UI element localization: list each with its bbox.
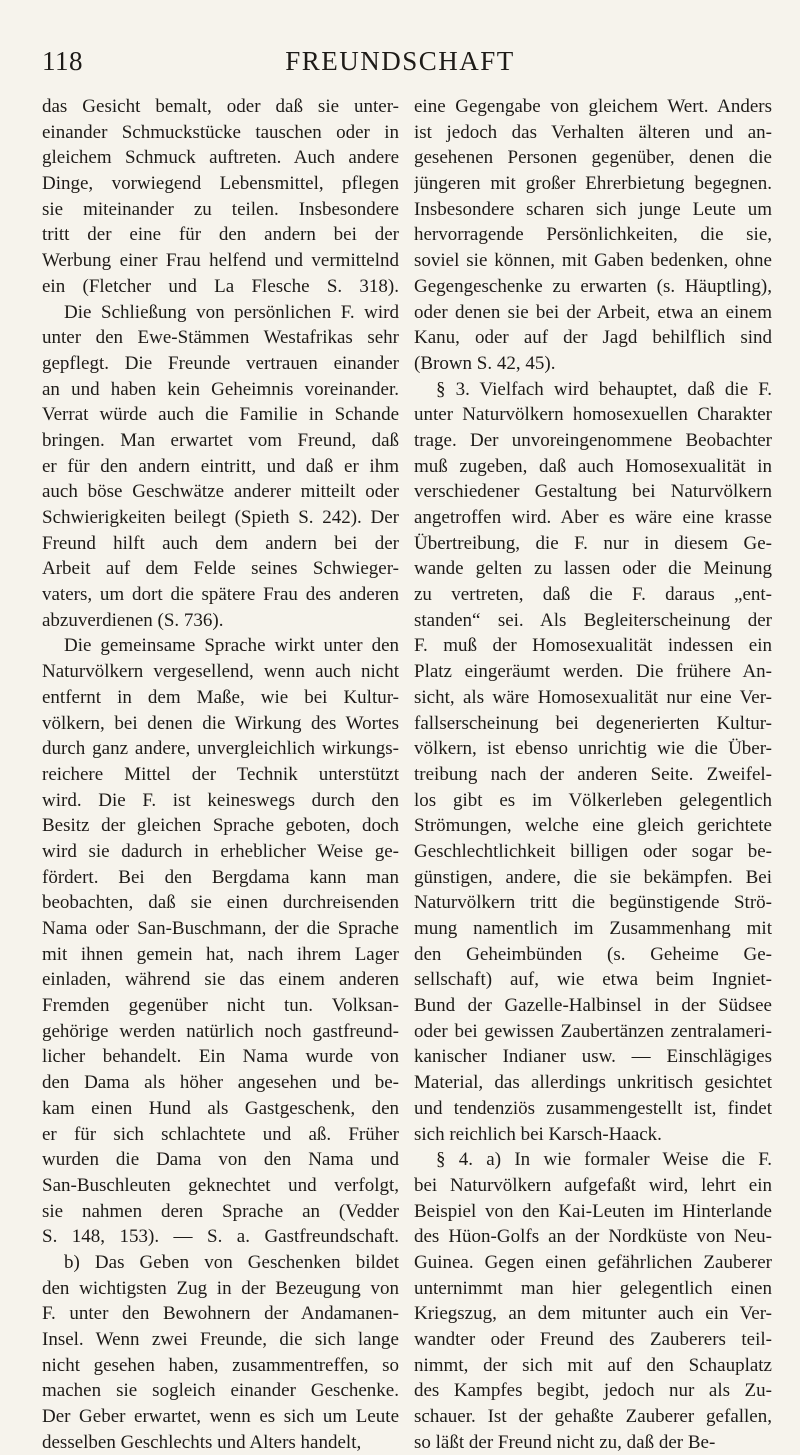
text-line: Dinge, vorwiegend Lebensmittel, pflegen [42, 173, 399, 195]
text-line: tritt der eine für den andern bei der [42, 224, 399, 246]
text-line: er für den andern eintritt, und daß er ihm [42, 455, 399, 477]
text-line: Freund hilft auch dem andern bei der [42, 532, 399, 554]
text-line: b) Das Geben von Geschenken bildet [64, 1251, 399, 1273]
text-line: treibung nach der anderen Seite. Zweifel- [414, 763, 772, 785]
text-line: angetroffen wird. Aber es wäre eine krasse [414, 507, 772, 528]
text-column-left [42, 94, 399, 1455]
text-line: Guinea. Gegen einen gefährlichen Zauberer [414, 1251, 772, 1273]
text-line: sie miteinander zu teilen. Insbesondere [42, 198, 399, 220]
text-line: wird. Die F. ist keineswegs durch den [42, 789, 399, 811]
text-line: Bund der Gazelle-Halbinsel in der Südsee [414, 995, 772, 1017]
text-line: ist jedoch das Verhalten älteren und an- [414, 121, 772, 143]
text-line: Die Schließung von persönlichen F. wird [64, 301, 399, 323]
text-line: § 3. Vielfach wird behauptet, daß die F. [436, 378, 772, 400]
text-line: an und haben kein Geheimnis voreinander. [42, 378, 399, 400]
text-line: Strömungen, welche eine gleich gerichtete [414, 815, 772, 837]
text-line: unter Naturvölkern homosexuellen Charakter [414, 404, 772, 426]
text-line: sie nahmen deren Sprache an (Vedder [42, 1200, 399, 1222]
text-line: standen“ sei. Als Begleiterscheinung der [414, 609, 772, 631]
text-line: Insel. Wenn zwei Freunde, die sich lange [42, 1329, 399, 1350]
text-line: reichere Mittel der Technik unterstützt [42, 763, 399, 785]
text-line: Geschlechtlichkeit billigen oder sogar be- [414, 840, 772, 862]
text-line: F. unter den Bewohnern der Andamanen- [42, 1303, 399, 1325]
page-number: 118 [42, 46, 83, 76]
text-line: desselben Geschlechts und Alters handelt, [42, 1431, 362, 1453]
text-line: zu vertreten, daß die F. daraus „ent- [414, 584, 772, 606]
text-line: Fremden gegenüber nicht tun. Volksan- [42, 995, 399, 1017]
text-line: Insbesondere scharen sich junge Leute um [414, 198, 772, 220]
text-line: Naturvölkern tritt die begünstigende Strö- [414, 892, 772, 914]
running-title: FREUNDSCHAFT [285, 46, 515, 76]
text-line: wurden die Dama von den Nama und [42, 1149, 399, 1171]
text-line: Beispiel von den Kai-Leuten im Hinterlande [414, 1200, 772, 1222]
text-line: machen sie sogleich einander Geschenke. [42, 1380, 399, 1402]
text-line: S. 148, 153). — S. a. Gastfreundschaft. [42, 1226, 399, 1248]
text-line: des Kampfes begibt, jedoch nur als Zu- [414, 1380, 772, 1402]
text-line: Arbeit auf dem Felde seines Schwieger- [42, 558, 399, 580]
text-line: beobachten, daß sie einen durchreisenden [42, 892, 399, 914]
text-line: und tendenziös zusammengestellt ist, findet [414, 1097, 772, 1119]
text-line: den Dama als höher angesehen und be- [42, 1072, 399, 1094]
text-line: Übertreibung, die F. nur in diesem Ge- [414, 532, 772, 554]
text-line: einander Schmuckstücke tauschen oder in [42, 121, 399, 143]
text-line: Schwierigkeiten beilegt (Spieth S. 242). Der [42, 507, 399, 528]
text-line: Nama oder San-Buschmann, der die Sprache [42, 918, 399, 939]
page-header [0, 46, 800, 86]
text-line: den wichtigsten Zug in der Bezeugung von [42, 1277, 399, 1299]
text-line: Der Geber erwartet, wenn es sich um Leute [42, 1406, 399, 1428]
text-line: gleichem Schmuck auftreten. Auch andere [42, 147, 399, 169]
text-line: unternimmt man hier gelegentlich einen [414, 1277, 772, 1299]
text-line: wird sie dadurch in erheblicher Weise ge- [42, 840, 399, 862]
text-line: auch böse Geschwätze anderer mitteilt oder [42, 481, 399, 503]
text-column-right [414, 94, 772, 1455]
text-line: bringen. Man erwartet vom Freund, daß [42, 429, 399, 451]
text-line: sicht, als wäre Homosexualität nur eine Ver- [414, 686, 772, 708]
text-line: F. muß der Homosexualität indessen ein [414, 635, 772, 657]
text-line: Besitz der gleichen Sprache geboten, doch [42, 815, 399, 837]
text-line: Die gemeinsame Sprache wirkt unter den [64, 635, 399, 657]
text-line: völkern, ist ebenso unrichtig wie die Über- [414, 738, 772, 760]
text-line: vaters, um dort die spätere Frau des anderen [42, 584, 399, 606]
text-line: Kriegszug, an dem mitunter auch ein Ver- [414, 1303, 772, 1325]
text-line: ein (Fletcher und La Flesche S. 318). [42, 275, 399, 297]
text-line: gehörige werden natürlich noch gastfreund- [42, 1020, 399, 1042]
text-line: nimmt, der sich mit auf den Schauplatz [414, 1354, 772, 1376]
text-line: unter den Ewe-Stämmen Westafrikas sehr [42, 327, 399, 349]
text-line: er für sich schlachtete und aß. Früher [42, 1123, 399, 1145]
text-line: Gegengeschenke zu erwarten (s. Häuptling), [414, 275, 772, 297]
text-line: Kanu, oder auf der Jagd behilflich sind [414, 327, 772, 349]
text-line: fallserscheinung bei degenerierten Kultur- [414, 712, 772, 734]
text-line: abzuverdienen (S. 736). [42, 609, 224, 631]
text-line: muß zugeben, daß auch Homosexualität in [414, 455, 772, 477]
text-line: eine Gegengabe von gleichem Wert. Anders [414, 96, 772, 117]
text-line: trage. Der unvoreingenommene Beobachter [414, 429, 772, 451]
text-line: oder bei gewissen Zaubertänzen zentralameri- [414, 1020, 772, 1042]
text-line: hervorragende Persönlichkeiten, die sie, [414, 224, 772, 246]
text-line: kam einen Hund als Gastgeschenk, den [42, 1097, 399, 1119]
text-line: wande gelten zu lassen oder die Meinung [414, 558, 772, 580]
text-line: gesehenen Personen gegenüber, denen die [414, 147, 772, 169]
text-line: Platz eingeräumt werden. Die frühere An- [414, 661, 772, 683]
text-line: oder denen sie bei der Arbeit, etwa an einem [414, 301, 772, 323]
text-line: Naturvölkern vergesellend, wenn auch nicht [42, 661, 399, 683]
text-line: durch ganz andere, unvergleichlich wirkungs- [42, 738, 399, 760]
text-line: verschiedener Gestaltung bei Naturvölkern [414, 481, 772, 503]
text-line: soviel sie können, mit Gaben bedenken, ohne [414, 250, 772, 272]
text-line: mung namentlich im Zusammenhang mit [414, 918, 772, 939]
text-line: schauer. Ist der gehaßte Zauberer gefallen, [414, 1406, 772, 1428]
text-line: einladen, während sie das einem anderen [42, 969, 399, 991]
text-line: sich reichlich bei Karsch-Haack. [414, 1123, 662, 1145]
text-line: den Geheimbünden (s. Geheime Ge- [414, 943, 772, 965]
text-line: Werbung einer Frau helfend und vermittelnd [42, 250, 399, 272]
text-line: günstigen, andere, die sie bekämpfen. Bei [414, 866, 772, 888]
text-line: sellschaft) auf, wie etwa beim Ingniet- [414, 969, 772, 991]
text-line: los gibt es im Völkerleben gelegentlich [414, 789, 772, 811]
text-line: wandter oder Freund des Zauberers teil- [414, 1329, 772, 1350]
text-line: völkern, bei denen die Wirkung des Wortes [42, 712, 399, 734]
text-line: entfernt in dem Maße, wie bei Kultur- [42, 686, 399, 708]
text-line: nicht gesehen haben, zusammentreffen, so [42, 1354, 399, 1376]
text-line: § 4. a) In wie formaler Weise die F. [436, 1149, 772, 1171]
text-line: jüngeren mit großer Ehrerbietung begegnen. [414, 173, 772, 195]
text-line: (Brown S. 42, 45). [414, 352, 556, 374]
text-line: Material, das allerdings unkritisch gesichtet [414, 1072, 772, 1094]
text-line: gepflegt. Die Freunde vertrauen einander [42, 352, 399, 374]
text-line: bei Naturvölkern aufgefaßt wird, lehrt ein [414, 1174, 772, 1196]
text-line: so läßt der Freund nicht zu, daß der Be- [414, 1431, 716, 1453]
text-line: San-Buschleuten geknechtet und verfolgt, [42, 1174, 399, 1196]
text-line: fördert. Bei den Bergdama kann man [42, 866, 399, 888]
text-line: Verrat würde auch die Familie in Schande [42, 404, 399, 426]
text-line: mit ihnen gemein hat, nach ihrem Lager [42, 943, 399, 965]
text-line: des Hüon-Golfs an der Nordküste von Neu- [414, 1226, 772, 1248]
text-line: kanischer Indianer usw. — Einschlägiges [414, 1046, 772, 1068]
text-line: licher behandelt. Ein Nama wurde von [42, 1046, 399, 1068]
text-line: das Gesicht bemalt, oder daß sie unter- [42, 96, 399, 117]
